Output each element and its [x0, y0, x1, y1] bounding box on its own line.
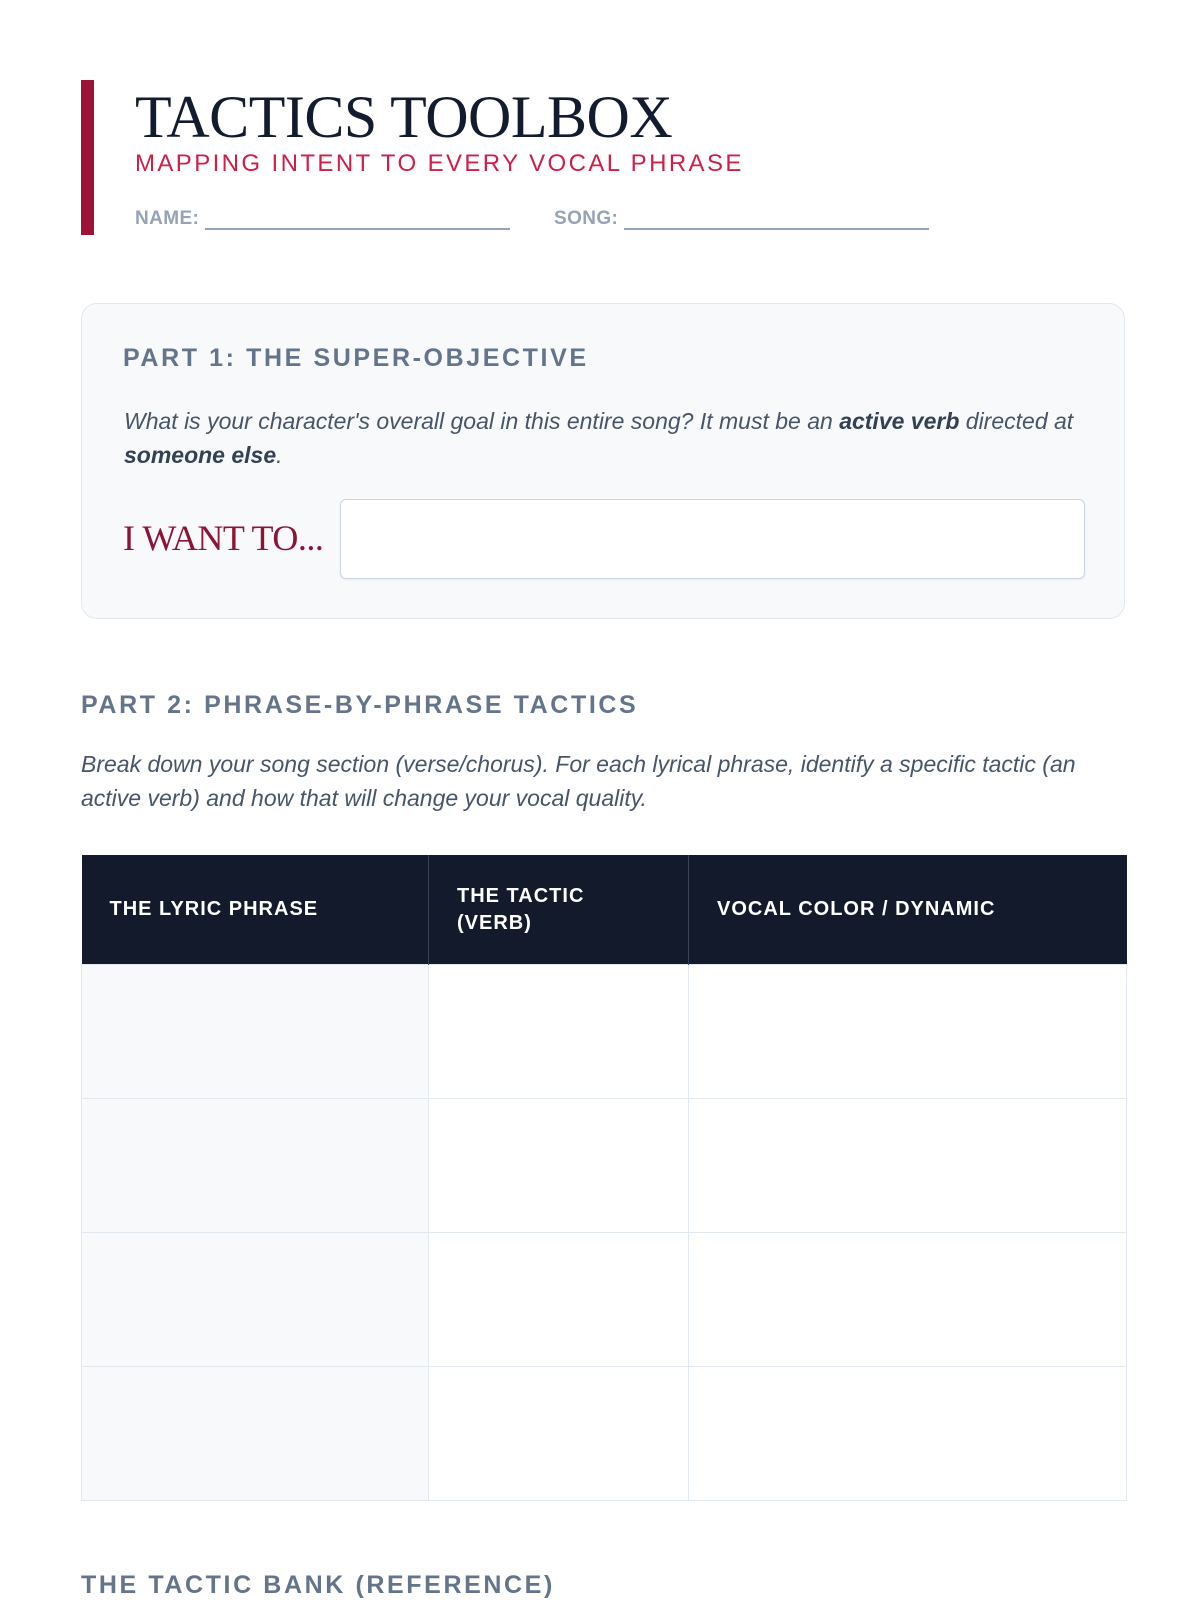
song-label: SONG:	[554, 208, 619, 229]
name-blank-line[interactable]	[205, 208, 510, 230]
part1-instruction-emphasis-2: someone else	[124, 442, 277, 468]
want-to-label: I WANT TO...	[123, 518, 324, 558]
part1-instruction-text-2: directed at	[959, 408, 1074, 434]
name-field	[135, 208, 510, 230]
song-field	[554, 208, 929, 230]
accent-bar	[81, 80, 94, 235]
part1-heading: PART 1: THE SUPER-OBJECTIVE	[123, 344, 589, 372]
table-row	[82, 965, 1127, 1099]
table-row	[82, 1099, 1127, 1233]
name-label: NAME:	[135, 208, 200, 229]
tactic-cell[interactable]	[429, 1099, 689, 1233]
worksheet-header	[81, 80, 1127, 235]
column-header-tactic: THE TACTIC (VERB)	[429, 855, 689, 965]
page-title: TACTICS TOOLBOX	[135, 84, 673, 150]
lyric-phrase-cell[interactable]	[82, 1233, 429, 1367]
part1-instruction-text-3: .	[276, 442, 283, 468]
page-subtitle: MAPPING INTENT TO EVERY VOCAL PHRASE	[135, 150, 744, 177]
vocal-color-cell[interactable]	[689, 1099, 1127, 1233]
super-objective-card	[81, 303, 1125, 619]
column-header-lyric-phrase: THE LYRIC PHRASE	[82, 855, 429, 965]
lyric-phrase-cell[interactable]	[82, 965, 429, 1099]
super-objective-input[interactable]	[340, 499, 1085, 579]
part1-instruction	[124, 404, 1084, 472]
table-row	[82, 1233, 1127, 1367]
lyric-phrase-cell[interactable]	[82, 1367, 429, 1501]
part1-instruction-emphasis-1: active verb	[839, 408, 960, 434]
song-blank-line[interactable]	[624, 208, 929, 230]
table-row	[82, 1367, 1127, 1501]
column-header-vocal-color: VOCAL COLOR / DYNAMIC	[689, 855, 1127, 965]
table-header-row	[82, 855, 1127, 965]
tactic-cell[interactable]	[429, 965, 689, 1099]
vocal-color-cell[interactable]	[689, 965, 1127, 1099]
vocal-color-cell[interactable]	[689, 1367, 1127, 1501]
tactics-table	[81, 855, 1127, 1501]
tactic-bank-heading: THE TACTIC BANK (REFERENCE)	[81, 1571, 555, 1599]
lyric-phrase-cell[interactable]	[82, 1099, 429, 1233]
tactic-cell[interactable]	[429, 1233, 689, 1367]
part2-heading: PART 2: PHRASE-BY-PHRASE TACTICS	[81, 691, 639, 719]
part2-instruction: Break down your song section (verse/chorus). For each lyrical phrase, identify a specific tactic (an active verb) and how that will change your vocal quality.	[81, 751, 1076, 811]
part1-instruction-text-1: What is your character's overall goal in this entire song? It must be an	[124, 408, 840, 434]
tactic-cell[interactable]	[429, 1367, 689, 1501]
vocal-color-cell[interactable]	[689, 1233, 1127, 1367]
